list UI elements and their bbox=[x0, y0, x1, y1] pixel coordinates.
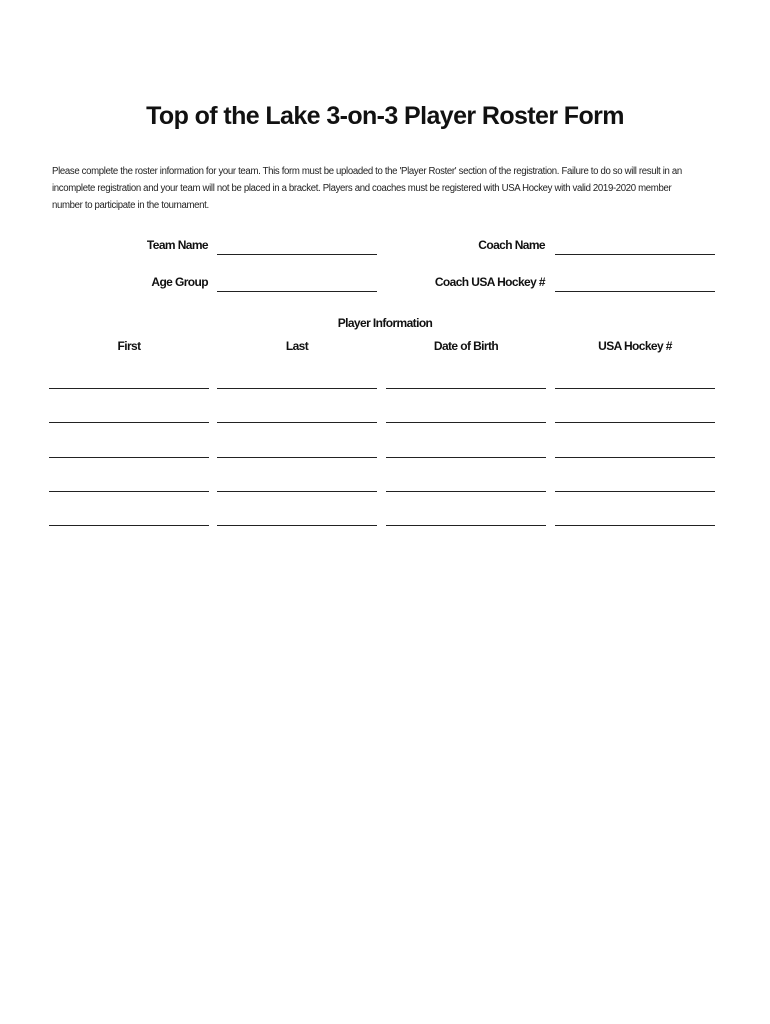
roster-row-3-last-field[interactable] bbox=[217, 457, 377, 458]
roster-row-5-first-field[interactable] bbox=[49, 525, 209, 526]
column-header-usa-hockey: USA Hockey # bbox=[598, 339, 672, 353]
roster-row-1-first-field[interactable] bbox=[49, 388, 209, 389]
roster-row-4-last-field[interactable] bbox=[217, 491, 377, 492]
roster-row-1-date-of-birth-field[interactable] bbox=[386, 388, 546, 389]
team-name-label: Team Name bbox=[146, 238, 208, 252]
roster-row-3-date-of-birth-field[interactable] bbox=[386, 457, 546, 458]
roster-row-2-usa-hockey-field[interactable] bbox=[555, 422, 715, 423]
roster-row-5-date-of-birth-field[interactable] bbox=[386, 525, 546, 526]
coach-name-label: Coach Name bbox=[478, 238, 545, 252]
roster-row-4-first-field[interactable] bbox=[49, 491, 209, 492]
column-header-date-of-birth: Date of Birth bbox=[433, 339, 499, 353]
column-header-last: Last bbox=[285, 339, 309, 353]
form-title: Top of the Lake 3-on-3 Player Roster Form bbox=[146, 102, 624, 130]
roster-row-1-last-field[interactable] bbox=[217, 388, 377, 389]
age-group-label: Age Group bbox=[151, 275, 208, 289]
age-group-field[interactable] bbox=[217, 291, 377, 292]
player-information-heading: Player Information bbox=[337, 316, 433, 330]
roster-row-4-usa-hockey-field[interactable] bbox=[555, 491, 715, 492]
team-name-field[interactable] bbox=[217, 254, 377, 255]
roster-row-2-last-field[interactable] bbox=[217, 422, 377, 423]
coach-usa-hockey-label: Coach USA Hockey # bbox=[434, 275, 545, 289]
roster-row-4-date-of-birth-field[interactable] bbox=[386, 491, 546, 492]
roster-row-2-date-of-birth-field[interactable] bbox=[386, 422, 546, 423]
roster-row-3-first-field[interactable] bbox=[49, 457, 209, 458]
roster-row-3-usa-hockey-field[interactable] bbox=[555, 457, 715, 458]
roster-row-5-last-field[interactable] bbox=[217, 525, 377, 526]
column-header-first: First bbox=[117, 339, 141, 353]
roster-row-5-usa-hockey-field[interactable] bbox=[555, 525, 715, 526]
roster-row-2-first-field[interactable] bbox=[49, 422, 209, 423]
instructions-paragraph: Please complete the roster information for your team. This form must be uploaded to the 'Player Roster' section of the registration. Failure to do so will result in an incomplete registration and your team will not be placed in a bracket. Players and coaches must be registered with USA Hockey with valid 2019-2020 member number to participate in the tournament. bbox=[52, 166, 682, 211]
coach-usa-hockey-field[interactable] bbox=[555, 291, 715, 292]
roster-row-1-usa-hockey-field[interactable] bbox=[555, 388, 715, 389]
coach-name-field[interactable] bbox=[555, 254, 715, 255]
